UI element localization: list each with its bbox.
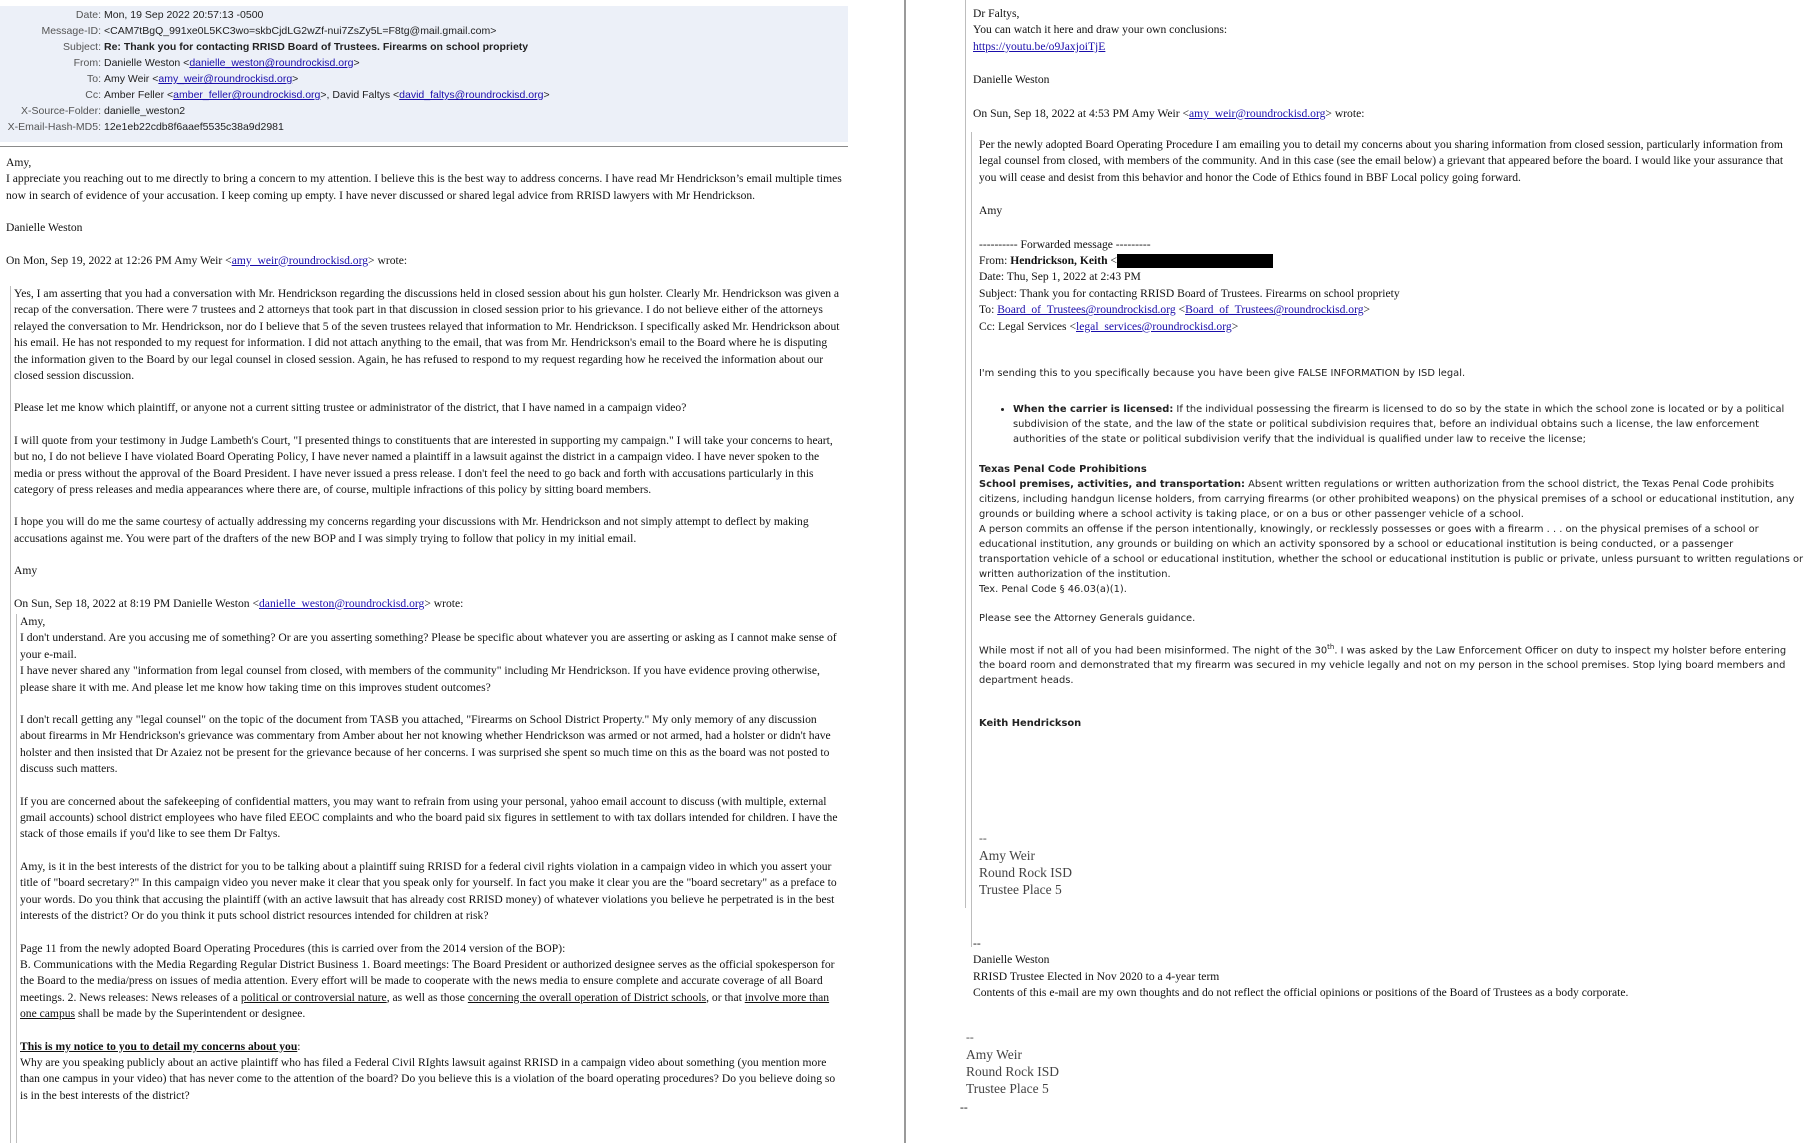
- penal-code-heading: Texas Penal Code Prohibitions: [979, 464, 1147, 475]
- cc-email-link-1[interactable]: amber_feller@roundrockisd.org: [173, 89, 321, 101]
- hendrickson-signature: Keith Hendrickson: [979, 718, 1082, 730]
- right-quote-bar: [965, 0, 966, 908]
- header-cc-row: Cc: Amber Feller <amber_feller@roundrockisd.org>, David Faltys <david_faltys@roundrockisd.org>: [85, 89, 550, 101]
- to-email-link[interactable]: amy_weir@roundrockisd.org: [158, 73, 293, 85]
- forwarded-cc: Cc: Legal Services <legal_services@roundrockisd.org>: [979, 319, 1239, 333]
- header-subject: Re: Thank you for contacting RRISD Board of Trustees. Firearms on school propriety: [104, 41, 529, 53]
- amy-quoted-reply: Yes, I am asserting that you had a conversation with Mr. Hendrickson regarding the discussions held in closed session about his gun holster. Clearly Mr. Hendrickson was given a recap of the conversation. There were 7 trustees and 2 attorneys that took part in that discussion in closed session prior to his grievance. I do not believe either of the attorneys relayed the conversation to Mr. Hendrickson, nor do I believe that 5 of the seven trustees relayed that information to Mr. Hendrickson. I specifically asked Mr. Hendrickson about his email. He has not responded to my request for information. I did not attach anything to the email, that was from Mr. Hendrickson's email to the Board where he is disputing the information given to the Board by our legal counsel in closed session. Again, he has refused to respond to my request regarding how he received the information about our closed session discussion. Please let me know which plaintiff, or anyone not a current sitting trustee or administrator of the district, that I have named in a campaign video? I will quote from your testimony in Judge Lambeth's Court, "I presented things to constituents that are interested in supporting my campaign." I will take your concerns to heart, but no, I do not believe I have violated Board Operating Policy, I have never named a plaintiff in a lawsuit against the district in a campaign video. I have never spoken to the media or press without the approval of the Board President. I have never issued a press release. I don't feel the need to go back and forth with accusations particularly in this category of press releases and media appearances where there are, of course, multiple infractions of this policy by sitting board members. I hope you will do me the same courtesy of actually addressing my concerns regarding your discussions with Mr. Hendrickson and not simply attempt to deflect by making accusations against me. You were part of the drafters of the new BOP and I was simply trying to follow that policy in my initial email. Amy On Sun, Sep 18, 2022 at 8:19 PM Danielle Weston <danielle_weston@roundrockisd.org> wrote:: [14, 286, 844, 612]
- license-bullet-list: [979, 402, 1805, 447]
- amy-signature-block: -- Amy Weir Round Rock ISD Trustee Place 5: [979, 832, 1073, 898]
- header-separator: [0, 146, 848, 147]
- header-msgid-row: Message-ID: <CAM7tBgQ_991xe0L5KC3wo=skbCjdLG2wZf-nui7ZsZy5L=F8tg@mail.gmail.com>: [41, 25, 497, 37]
- right-email-page: [906, 0, 1814, 1143]
- license-bullet: • When the carrier is licensed: If the individual possessing the firearm is licensed to do so by the state in which the school zone is located or by a political subdivision of the state, and the law of the state or political subdivision requires that, before an individual obtains such a license, the law enforcement authorities of the state or political subdivision verify that the individual is qualified under law to receive the license;: [1013, 402, 1805, 447]
- redaction-bar: [1117, 254, 1273, 268]
- amy-original-email: Per the newly adopted Board Operating Procedure I am emailing you to detail my concerns about you sharing information from closed session, particularly information from legal counsel from closed, with members of the community. And in this case (see the email below) a grievant that appeared before the board. I would like your assurance that you will cease and desist from this behavior and honor the Code of Ethics found in BBF Local policy going forward. Amy ---------- Forwarded message --------- From: Hendrickson, Keith < Date: Thu, Sep 1, 2022 at 2:43 PM Subject: Thank you for contacting RRISD Board of Trustees. Firearms on school propriety To: Board_of_Trustees@roundrockisd.org <Board_of_Trustees@roundrockisd.org> Cc: Legal Services <legal_services@roundrockisd.org>: [979, 137, 1801, 335]
- header-subject-row: Subject: Re: Thank you for contacting RRISD Board of Trustees. Firearms on school propriety: [63, 41, 529, 53]
- forwarded-from: From: Hendrickson, Keith <: [979, 253, 1801, 269]
- header-folder-row: X-Source-Folder: danielle_weston2: [21, 105, 186, 117]
- amy-email-link-right[interactable]: amy_weir@roundrockisd.org: [1189, 106, 1326, 120]
- header-hash-row: X-Email-Hash-MD5: 12e1eb22cdb8f6aaef5535c38a9d2981: [7, 121, 284, 133]
- youtube-link[interactable]: https://youtu.be/o9JaxjoiTjE: [973, 39, 1106, 53]
- left-email-page: [0, 0, 905, 1143]
- header-to-row: To: Amy Weir <amy_weir@roundrockisd.org>: [86, 73, 299, 85]
- danielle-signature-block: -- Danielle Weston RRISD Trustee Elected in Nov 2020 to a 4-year term Contents of this e-mail are my own thoughts and do not reflect the official opinions or positions of the Board of Trustees as a body corporate.: [973, 937, 1629, 1000]
- header-from-row: From: Danielle Weston <danielle_weston@roundrockisd.org>: [73, 57, 360, 69]
- quote-attribution-2: On Sun, Sep 18, 2022 at 8:19 PM Danielle Weston <danielle_weston@roundrockisd.org> wrote:: [14, 596, 464, 610]
- email-header: [0, 6, 848, 142]
- forwarded-divider: ---------- Forwarded message ---------: [979, 237, 1151, 251]
- danielle-reply-to-faltys: Dr Faltys, You can watch it here and draw your own conclusions: https://youtu.be/o9JaxjoiTjE Danielle Weston On Sun, Sep 18, 2022 at 4:53 PM Amy Weir <amy_weir@roundrockisd.org> wrote:: [973, 6, 1793, 122]
- quote-bar-nested: [16, 614, 17, 1143]
- right-quote-bar-nested: [971, 132, 972, 947]
- notice-heading: This is my notice to you to detail my concerns about you:: [20, 1039, 301, 1053]
- reply-body: Amy, I appreciate you reaching out to me directly to bring a concern to my attention. I believe this is the best way to address concerns. I have read Mr Hendrickson’s email multiple times now in search of evidence of your accusation. I keep coming up empty. I have never discussed or shared legal advice from RRISD lawyers with Mr Hendrickson. Danielle Weston On Mon, Sep 19, 2022 at 12:26 PM Amy Weir <amy_weir@roundrockisd.org> wrote:: [6, 155, 844, 269]
- hendrickson-email: I'm sending this to you specifically because you have been give FALSE INFORMATION by ISD legal. • When the carrier is licensed: If the individual possessing the firearm is licensed to do so by the state in which the school zone is located or by a political subdivision of the state, and the law of the state or political subdivision requires that, before an individual obtains such a license, the law enforcement authorities of the state or political subdivision verify that the individual is qualified under law to receive the license; Texas Penal Code Prohibitions School premises, activities, and transportation: Absent written regulations or written authorization from the school district, the Texas Penal Code prohibits citizens, including handgun license holders, from carrying firearms (or other prohibited weapons) on the physical premises of a school or educational institution, any grounds or building where a school activity is taking place, or on a bus or other passenger vehicle of a school. A person commits an offense if the person intentionally, knowingly, or recklessly possesses or goes with a firearm . . . on the physical premises of a school or educational institution, any grounds or building on which an activity sponsored by a school or educational institution is being conducted, or a passenger transportation vehicle of a school or educational institution, whether the school or educational institution is public or private, unless pursuant to written regulations or written authorization of the institution. Tex. Penal Code § 46.03(a)(1). Please see the Attorney Generals guidance. While most if not all of you had been misinformed. The night of the 30th. I was asked by the Law Enforcement Officer on duty to inspect my holster before entering the board room and demonstrated that my firearm was secured in my vehicle legally and not on my person in the school premises. Stop lying board members and department heads. Keith Hendrickson: [979, 366, 1805, 731]
- amy-signature-block-2: -- Amy Weir Round Rock ISD Trustee Place 5: [966, 1031, 1060, 1097]
- danielle-quoted-email: Amy, I don't understand. Are you accusing me of something? Or are you asserting something? Please be specific about whatever you are asserting or asking as I cannot make sense of your e-mail. I have never shared any "information from legal counsel from closed, with members of the community" including Mr Hendrickson. If you have evidence proving otherwise, please share it with me. And please let me know how taking time on this improves student outcomes? I don't recall getting any "legal counsel" on the topic of the document from TASB you attached, "Firearms on School District Property." My only memory of any discussion about firearms in Mr Hendrickson's grievance was commentary from Amber about her not knowing whether Hendrickson was armed or not armed, had a holster or didn't have holster and then insisted that Dr Azaiez not be present for the grievance because of her concerns. I was surprised she spent so much time on this as the board was not posted to discuss such matters. If you are concerned about the safekeeping of confidential matters, you may want to refrain from using your personal, yahoo email account to discuss (with multiple, external gmail accounts) school district employees who have filed EEOC complaints and who the board paid six figures in settlement to with tax dollars intended for children. I have the stack of those emails if you'd like to see them Dr Faltys. Amy, is it in the best interests of the district for you to be talking about a plaintiff suing RRISD for a federal civil rights violation in a campaign video in which you assert your title of "board secretary?" In this campaign video you never make it clear that you speak only for yourself. In fact you make it clear you are the "board secretary" as a preface to your words. Do you think that accusing the plaintiff (with an active lawsuit that has already cost RRISD money) of whatever violations you believe he perpetrated is in the best interests of the district? Or do you think it puts school district resources intended for children at risk? Page 11 from the newly adopted Board Operating Procedures (this is carried over from the 2014 version of the BOP): B. Communications with the Media Regarding Regular District Business 1. Board meetings: The Board President or authorized designee serves as the official spokesperson for the Board to the media/press on issues of media attention. Every effort will be made to cooperate with the news media to ensure complete and accurate coverage of all Board meetings. 2. News releases: News releases of a political or controversial nature, as well as those concerning the overall operation of District schools, or that involve more than one campus shall be made by the Superintendent or designee. This is my notice to you to detail my concerns about you: Why are you speaking publicly about an active plaintiff who has filed a Federal Civil RIghts lawsuit against RRISD in a campaign video about something (you mention more than one campus in your video) that has never come to the attention of the board? Do you believe this is a violation of the board operating procedures? Do you believe doing so is in the best interests of the district?: [20, 614, 844, 1104]
- final-dash: --: [960, 1101, 968, 1114]
- reply-signature: Danielle Weston: [6, 221, 83, 235]
- board-email-link-1[interactable]: Board_of_Trustees@roundrockisd.org: [997, 303, 1176, 317]
- legal-email-link[interactable]: legal_services@roundrockisd.org: [1076, 319, 1232, 333]
- danielle-email-link[interactable]: danielle_weston@roundrockisd.org: [259, 596, 425, 610]
- reply-paragraph: I appreciate you reaching out to me directly to bring a concern to my attention. I believe this is the best way to address concerns. I have read Mr Hendrickson’s email multiple times now in search of evidence of your accusation. I keep coming up empty. I have never discussed or shared legal advice from RRISD lawyers with Mr Hendrickson.: [6, 172, 842, 202]
- quote-attribution: On Mon, Sep 19, 2022 at 12:26 PM Amy Weir <amy_weir@roundrockisd.org> wrote:: [6, 253, 408, 267]
- board-email-link-2[interactable]: Board_of_Trustees@roundrockisd.org: [1185, 303, 1364, 317]
- header-date-row: Date: Mon, 19 Sep 2022 20:57:13 -0500: [75, 9, 264, 21]
- cc-email-link-2[interactable]: david_faltys@roundrockisd.org: [399, 89, 544, 101]
- bop-excerpt: B. Communications with the Media Regarding Regular District Business 1. Board meetings: The Board President or authorized designee serves as the official spokesperson for the Board to the media/press on issues of media attention. Every effort will be made to cooperate with the news media to ensure complete and accurate coverage of all Board meetings. 2. News releases: News releases of a political or controversial nature, as well as those concerning the overall operation of District schools, or that involve more than one campus shall be made by the Superintendent or designee.: [20, 957, 835, 1021]
- quote-bar: [10, 286, 11, 1143]
- right-quote-attribution: On Sun, Sep 18, 2022 at 4:53 PM Amy Weir <amy_weir@roundrockisd.org> wrote:: [973, 106, 1365, 120]
- from-email-link[interactable]: danielle_weston@roundrockisd.org: [189, 57, 354, 69]
- header-msgid: <CAM7tBgQ_991xe0L5KC3wo=skbCjdLG2wZf-nui7ZsZy5L=F8tg@mail.gmail.com>: [104, 25, 497, 37]
- header-date: Mon, 19 Sep 2022 20:57:13 -0500: [104, 9, 264, 21]
- forwarded-to: To: Board_of_Trustees@roundrockisd.org <Board_of_Trustees@roundrockisd.org>: [979, 303, 1371, 317]
- amy-email-link[interactable]: amy_weir@roundrockisd.org: [231, 253, 369, 267]
